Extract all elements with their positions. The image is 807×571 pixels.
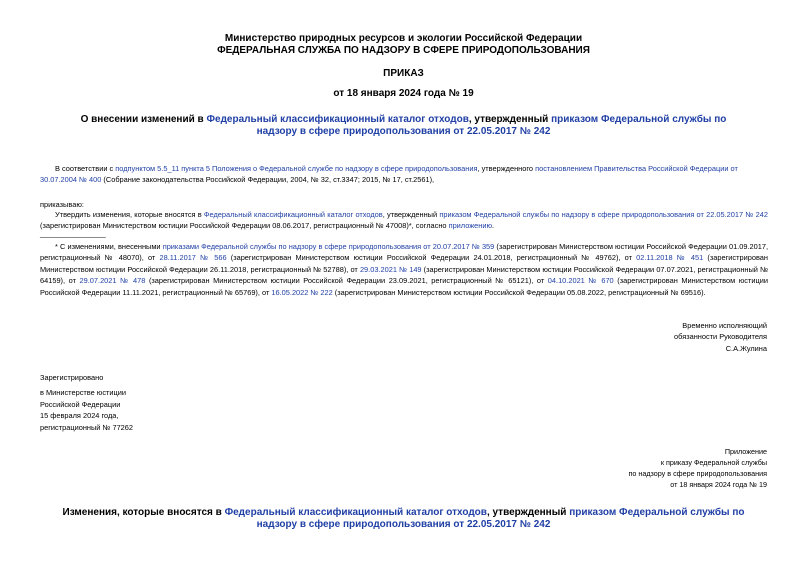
registration-line-5: регистрационный № 77262 [40, 422, 134, 432]
appendix-line-4: от 18 января 2024 года № 19 [670, 480, 767, 489]
footnote-link-566[interactable]: 28.11.2017 № 566 [159, 253, 227, 263]
registration-line-4: 15 февраля 2024 года, [40, 411, 119, 421]
footnote-divider: ________________ [40, 229, 106, 238]
appendix-line-3: по надзору в сфере природопользования [628, 469, 767, 478]
order-word: приказываю: [40, 200, 84, 209]
registration-line-1: Зарегистрировано [40, 373, 104, 382]
footnote-paragraph: * С изменениями, внесенными приказами Федеральной службы по надзору в сфере природопользования от 20.07.2017 № 359 (зарегистрирован Министерством юстиции Российской Федерации 01.09.2017, регистрационный № 48070), от 28.11.2017 № 566 (зарегистрирован Министерством юстиции Российской Федерации 24.01.2018, регистрационный № 49762), от 02.11.2018 № 451 (зарегистрирован Министерством юстиции Российской Федерации 26.11.2018, регистрационный № 52788), от 29.03.2021 № 149 (зарегистрирован Министерством юстиции Российской Федерации 07.07.2021, регистрационный № 64159), от 29.07.2021 № 478 (зарегистрирован Министерством юстиции Российской Федерации 23.09.2021, регистрационный № 65121), от 04.10.2021 № 670 (зарегистрирован Министерством юстиции Российской Федерации 11.11.2021, регистрационный № 65769), от 16.05.2022 № 222 (зарегистрирован Министерством юстиции Российской Федерации 05.08.2022, регистрационный № 69516). [40, 242, 769, 297]
footnote-link-359[interactable]: приказами Федеральной службы по надзору в сфере природопользования от 20.07.2017 № 359 [162, 242, 495, 251]
doc-type: ПРИКАЗ [383, 68, 424, 79]
agency-name: ФЕДЕРАЛЬНАЯ СЛУЖБА ПО НАДЗОРУ В СФЕРЕ ПРИРОДОПОЛЬЗОВАНИЯ [217, 45, 590, 56]
classification-catalog-link[interactable]: Федеральный классификационный каталог отходов [206, 114, 469, 125]
signature-block [674, 320, 767, 354]
signature-name: С.А.Жулина [725, 343, 767, 353]
appendix-line-2: к приказу Федеральной службы [660, 458, 767, 467]
doc-date-number: от 18 января 2024 года № 19 [333, 88, 474, 99]
footnote-link-451[interactable]: 02.11.2018 № 451 [636, 253, 704, 263]
appendix-block [628, 446, 767, 490]
document-header [0, 33, 807, 57]
signature-position-1: Временно исполняющий [682, 321, 767, 330]
registration-line-2: в Министерстве юстиции [40, 388, 127, 398]
appendix-catalog-link[interactable]: Федеральный классификационный каталог отходов [224, 507, 487, 518]
preamble-paragraph: В соответствии с подпунктом 5.5_11 пункта 5 Положения о Федеральной службе по надзору в сфере природопользования, утвержденного постановлением Правительства Российской Федерации от 30.07.2004 № 400 (Собрание законодательства Российской Федерации, 2004, № 32, ст.3347; 2015, № 17, ст.2561), [40, 164, 738, 185]
appendix-line-1: Приложение [724, 447, 767, 456]
registration-block [40, 372, 133, 433]
order-title: О внесении изменений в Федеральный классификационный каталог отходов, утвержденный приказом Федеральной службы по надзору в сфере природопользования от 22.05.2017 № 242 [80, 114, 727, 137]
government-resolution-link[interactable]: постановлением Правительства Российской Федерации от 30.07.2004 № 400 [40, 164, 738, 185]
regulation-subparagraph-link[interactable]: подпунктом 5.5_11 пункта 5 Положения о Федеральной службе по надзору в сфере природопользования [115, 164, 478, 173]
footnote-link-670[interactable]: 04.10.2021 № 670 [547, 276, 614, 286]
ministry-name: Министерство природных ресурсов и экологии Российской Федерации [224, 33, 583, 44]
appendix-title: Изменения, которые вносятся в Федеральный классификационный каталог отходов, утвержденный приказом Федеральной службы по надзору в сфере природопользования от 22.05.2017 № 242 [62, 507, 745, 530]
order-242-link[interactable]: приказом Федеральной службы по надзору в сфере природопользования от 22.05.2017 № 242 [256, 114, 727, 137]
appendix-link[interactable]: приложению [448, 221, 493, 231]
approve-paragraph: Утвердить изменения, которые вносятся в Федеральный классификационный каталог отходов, утвержденный приказом Федеральной службы по надзору в сфере природопользования от 22.05.2017 № 242 (зарегистрирован Министерством юстиции Российской Федерации 08.06.2017, регистрационный № 47008)*, согласно приложению. [40, 210, 768, 231]
signature-position-2: обязанности Руководителя [674, 332, 767, 342]
approve-catalog-link[interactable]: Федеральный классификационный каталог отходов [203, 210, 383, 219]
footnote-link-478[interactable]: 29.07.2021 № 478 [79, 276, 146, 286]
footnote-link-149[interactable]: 29.03.2021 № 149 [359, 264, 422, 274]
appendix-order-242-link[interactable]: приказом Федеральной службы по надзору в сфере природопользования от 22.05.2017 № 242 [256, 507, 745, 530]
approve-order-242-link[interactable]: приказом Федеральной службы по надзору в сфере природопользования от 22.05.2017 № 242 [439, 210, 768, 219]
registration-line-3: Российской Федерации [40, 399, 121, 409]
footnote-link-222[interactable]: 16.05.2022 № 222 [271, 287, 333, 297]
